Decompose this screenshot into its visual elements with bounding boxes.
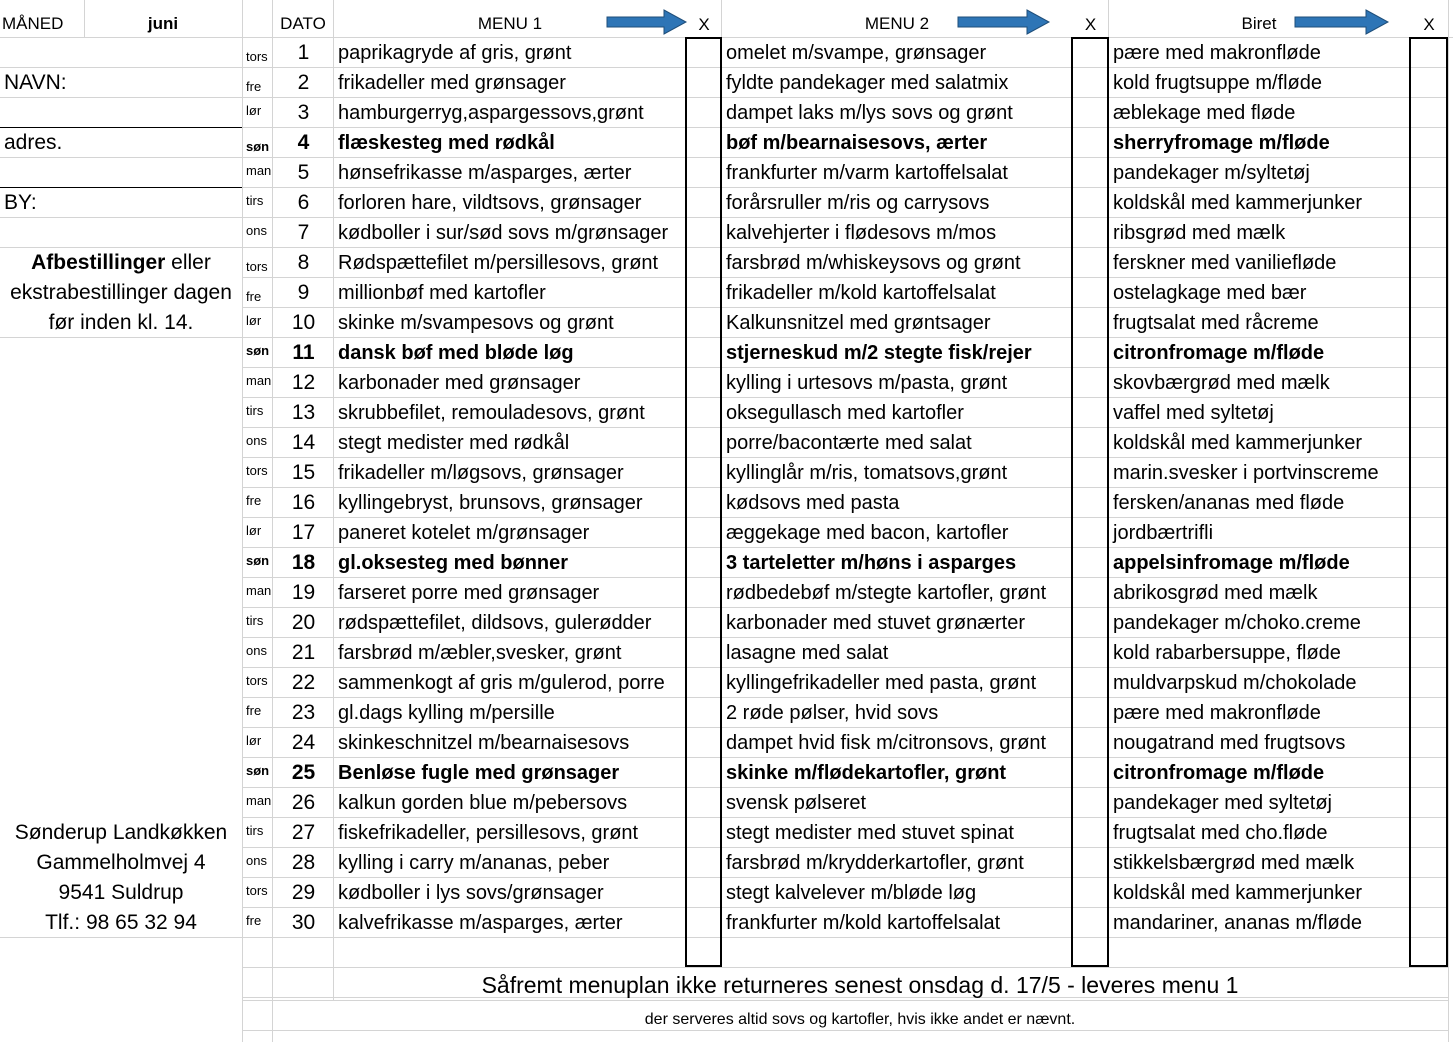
- menu1-dish: kalvefrikasse m/asparges, ærter: [338, 912, 623, 934]
- weekday-label: fre: [246, 913, 262, 928]
- month-value: juni: [147, 14, 179, 33]
- cancellation-note-line1: [0, 248, 242, 278]
- address-field-label: adres.: [4, 131, 63, 154]
- menu1-dish: skinke m/svampesovs og grønt: [338, 312, 614, 334]
- date-cell: 20: [291, 611, 316, 634]
- date-cell: 15: [291, 461, 316, 484]
- dessert-dish: koldskål med kammerjunker: [1113, 882, 1362, 904]
- dessert-dish: ostelagkage med bær: [1113, 282, 1307, 304]
- weekday-label: lør: [246, 313, 262, 328]
- dessert-dish: stikkelsbærgrød med mælk: [1113, 852, 1355, 874]
- menu2-dish: fyldte pandekager med salatmix: [726, 72, 1009, 94]
- date-cell: 6: [297, 191, 310, 214]
- date-cell: 28: [291, 851, 316, 874]
- menu2-dish: frankfurter m/kold kartoffelsalat: [726, 912, 1001, 934]
- dessert-dish: appelsinfromage m/fløde: [1113, 552, 1350, 574]
- dessert-column-header: Biret: [1241, 14, 1277, 33]
- menu1-column-header: MENU 1: [477, 14, 543, 33]
- date-cell: 2: [297, 71, 310, 94]
- menu1-dish: gl.dags kylling m/persille: [338, 702, 555, 724]
- date-cell: 1: [297, 41, 310, 64]
- dessert-x-header: X: [1423, 15, 1435, 34]
- menu2-dish: stegt kalvelever m/bløde løg: [726, 882, 977, 904]
- menu2-x-header: X: [1084, 15, 1097, 34]
- weekday-label: fre: [246, 79, 262, 94]
- menu1-dish: sammenkogt af gris m/gulerod, porre: [338, 672, 665, 694]
- date-cell: 4: [297, 131, 310, 154]
- weekday-label: fre: [246, 703, 262, 718]
- grid-line: [721, 0, 722, 37]
- dessert-dish: citronfromage m/fløde: [1113, 342, 1325, 364]
- dessert-dish: pandekager m/choko.creme: [1113, 612, 1361, 634]
- grid-line: [0, 187, 242, 188]
- company-phone: Tlf.: 98 65 32 94: [45, 911, 197, 934]
- dessert-dish: vaffel med syltetøj: [1113, 402, 1274, 424]
- address-field[interactable]: [0, 157, 242, 187]
- dessert-dish: citronfromage m/fløde: [1113, 762, 1325, 784]
- weekday-label: søn: [246, 343, 270, 358]
- month-label: MÅNED: [2, 14, 64, 33]
- dessert-dish: mandariner, ananas m/fløde: [1113, 912, 1363, 934]
- weekday-label: tors: [246, 49, 268, 64]
- menu2-dish: rødbedebøf m/stegte kartofler, grønt: [726, 582, 1047, 604]
- menu1-dish: karbonader med grønsager: [338, 372, 581, 394]
- menu1-dish: stegt medister med rødkål: [338, 432, 570, 454]
- grid-line: [0, 937, 242, 938]
- date-cell: 29: [291, 881, 316, 904]
- grid-line: [0, 67, 242, 68]
- dessert-dish: æblekage med fløde: [1113, 102, 1296, 124]
- return-deadline-notice: Såfremt menuplan ikke returneres senest onsdag d. 17/5 - leveres menu 1: [481, 972, 1239, 998]
- grid-line: [0, 127, 242, 128]
- menu2-dish: svensk pølseret: [726, 792, 867, 814]
- dessert-dish: pære med makronfløde: [1113, 702, 1321, 724]
- menu2-dish: porre/bacontærte med salat: [726, 432, 972, 454]
- date-cell: 10: [291, 311, 316, 334]
- city-field-label: BY:: [4, 191, 37, 214]
- date-cell: 12: [291, 371, 316, 394]
- date-column-header: DATO: [280, 14, 326, 33]
- weekday-label: man: [246, 583, 272, 598]
- dessert-dish: koldskål med kammerjunker: [1113, 432, 1362, 454]
- company-street: Gammelholmvej 4: [36, 851, 206, 874]
- menu1-dish: Rødspættefilet m/persillesovs, grønt: [338, 252, 659, 274]
- grid-line: [0, 217, 242, 218]
- dessert-dish: pære med makronfløde: [1113, 42, 1321, 64]
- grid-line: [0, 157, 242, 158]
- dessert-dish: koldskål med kammerjunker: [1113, 192, 1362, 214]
- weekday-label: ons: [246, 853, 267, 868]
- menu2-dish: stegt medister med stuvet spinat: [726, 822, 1014, 844]
- menu1-dish: skrubbefilet, remouladesovs, grønt: [338, 402, 645, 424]
- menu2-dish: omelet m/svampe, grønsager: [726, 42, 987, 64]
- date-cell: 13: [291, 401, 316, 424]
- weekday-label: ons: [246, 433, 267, 448]
- menu2-order-column[interactable]: [1071, 37, 1109, 967]
- dessert-dish: kold rabarbersuppe, fløde: [1113, 642, 1341, 664]
- menu1-dish: kyllingebryst, brunsovs, grønsager: [338, 492, 643, 514]
- menu2-dish: Kalkunsnitzel med grøntsager: [726, 312, 991, 334]
- weekday-label: søn: [246, 139, 270, 154]
- weekday-label: tors: [246, 883, 268, 898]
- menu1-dish: flæskesteg med rødkål: [338, 132, 555, 154]
- date-cell: 18: [291, 551, 316, 574]
- weekday-label: tirs: [246, 613, 264, 628]
- weekday-label: søn: [246, 763, 270, 778]
- menu1-dish: paprikagryde af gris, grønt: [338, 42, 572, 64]
- weekday-label: lør: [246, 733, 262, 748]
- menu1-dish: rødspættefilet, dildsovs, gulerødder: [338, 612, 652, 634]
- arrow-right-icon: [1294, 8, 1390, 36]
- dessert-order-column[interactable]: [1409, 37, 1448, 967]
- menu1-dish: farsbrød m/æbler,svesker, grønt: [338, 642, 622, 664]
- menu2-dish: dampet laks m/lys sovs og grønt: [726, 102, 1013, 124]
- menu1-dish: millionbøf med kartofler: [338, 282, 546, 304]
- date-cell: 14: [291, 431, 316, 454]
- cancellation-note-line2: ekstrabestillinger dagen: [10, 281, 232, 304]
- city-field[interactable]: [0, 217, 242, 247]
- weekday-label: tirs: [246, 403, 264, 418]
- cancellation-note-bold: Afbestillinger: [31, 251, 166, 274]
- date-cell: 3: [297, 101, 310, 124]
- menu2-dish: kylling i urtesovs m/pasta, grønt: [726, 372, 1008, 394]
- menu1-dish: kylling i carry m/ananas, peber: [338, 852, 610, 874]
- date-cell: 25: [291, 761, 316, 784]
- menu2-dish: æggekage med bacon, kartofler: [726, 522, 1009, 544]
- date-cell: 5: [297, 161, 310, 184]
- menu2-dish: kyllingefrikadeller med pasta, grønt: [726, 672, 1037, 694]
- menu1-x-header: X: [698, 15, 710, 34]
- grid-line: [242, 967, 1448, 968]
- menu2-dish: lasagne med salat: [726, 642, 889, 664]
- dessert-dish: muldvarpskud m/chokolade: [1113, 672, 1357, 694]
- date-cell: 27: [291, 821, 316, 844]
- menu1-dish: kødboller i sur/sød sovs m/grønsager: [338, 222, 669, 244]
- dessert-dish: jordbærtrifli: [1113, 522, 1214, 544]
- menu1-dish: kalkun gorden blue m/pebersovs: [338, 792, 628, 814]
- weekday-label: lør: [246, 523, 262, 538]
- company-postal: 9541 Suldrup: [58, 881, 184, 904]
- dessert-dish: pandekager m/syltetøj: [1113, 162, 1310, 184]
- name-field[interactable]: [0, 97, 242, 127]
- dessert-dish: pandekager med syltetøj: [1113, 792, 1333, 814]
- menu1-dish: skinkeschnitzel m/bearnaisesovs: [338, 732, 630, 754]
- date-cell: 17: [291, 521, 316, 544]
- menu1-dish: Benløse fugle med grønsager: [338, 762, 620, 784]
- menu2-dish: 2 røde pølser, hvid sovs: [726, 702, 939, 724]
- company-name: Sønderup Landkøkken: [14, 821, 228, 844]
- date-cell: 22: [291, 671, 316, 694]
- menu1-dish: gl.oksesteg med bønner: [338, 552, 569, 574]
- dessert-dish: fersken/ananas med fløde: [1113, 492, 1345, 514]
- weekday-label: tors: [246, 259, 268, 274]
- weekday-label: tors: [246, 463, 268, 478]
- cancellation-note-rest: eller: [165, 251, 211, 274]
- menu2-dish: karbonader med stuvet grønærter: [726, 612, 1026, 634]
- sauce-potato-note: der serveres altid sovs og kartofler, hvis ikke andet er nævnt.: [644, 1011, 1076, 1028]
- menu2-dish: kødsovs med pasta: [726, 492, 900, 514]
- date-cell: 30: [291, 911, 316, 934]
- date-cell: 16: [291, 491, 316, 514]
- date-cell: 9: [297, 281, 310, 304]
- menu1-dish: paneret kotelet m/grønsager: [338, 522, 590, 544]
- menu2-dish: forårsruller m/ris og carrysovs: [726, 192, 990, 214]
- grid-line: [1108, 0, 1109, 37]
- weekday-label: tirs: [246, 823, 264, 838]
- grid-line: [1448, 0, 1449, 1042]
- dessert-dish: ferskner med vaniliefløde: [1113, 252, 1337, 274]
- menu2-dish: frikadeller m/kold kartoffelsalat: [726, 282, 996, 304]
- menu1-dish: kødboller i lys sovs/grønsager: [338, 882, 604, 904]
- menu2-dish: farsbrød m/whiskeysovs og grønt: [726, 252, 1021, 274]
- weekday-label: man: [246, 373, 272, 388]
- weekday-label: man: [246, 793, 272, 808]
- weekday-label: ons: [246, 643, 267, 658]
- weekday-label: man: [246, 163, 272, 178]
- dessert-dish: kold frugtsuppe m/fløde: [1113, 72, 1322, 94]
- menu2-dish: skinke m/flødekartofler, grønt: [726, 762, 1007, 784]
- weekday-label: søn: [246, 553, 270, 568]
- weekday-label: tirs: [246, 193, 264, 208]
- arrow-right-icon: [957, 8, 1051, 36]
- date-cell: 7: [297, 221, 310, 244]
- menu2-dish: kyllinglår m/ris, tomatsovs,grønt: [726, 462, 1008, 484]
- menu2-dish: bøf m/bearnaisesovs, ærter: [726, 132, 988, 154]
- dessert-dish: marin.svesker i portvinscreme: [1113, 462, 1379, 484]
- date-cell: 8: [297, 251, 310, 274]
- menu1-dish: farseret porre med grønsager: [338, 582, 600, 604]
- date-cell: 19: [291, 581, 316, 604]
- menu2-dish: dampet hvid fisk m/citronsovs, grønt: [726, 732, 1047, 754]
- date-cell: 23: [291, 701, 316, 724]
- weekday-label: lør: [246, 103, 262, 118]
- name-field-label: NAVN:: [4, 71, 67, 94]
- menu2-dish: oksegullasch med kartofler: [726, 402, 964, 424]
- grid-line: [0, 247, 242, 248]
- grid-line: [84, 0, 85, 37]
- weekday-label: fre: [246, 493, 262, 508]
- date-cell: 11: [292, 341, 315, 364]
- dessert-dish: sherryfromage m/fløde: [1113, 132, 1330, 154]
- arrow-right-icon: [606, 8, 688, 36]
- dessert-dish: ribsgrød med mælk: [1113, 222, 1286, 244]
- menu1-dish: dansk bøf med bløde løg: [338, 342, 574, 364]
- menu2-dish: stjerneskud m/2 stegte fisk/rejer: [726, 342, 1032, 364]
- menu1-dish: hønsefrikasse m/asparges, ærter: [338, 162, 632, 184]
- menu2-dish: farsbrød m/krydderkartofler, grønt: [726, 852, 1024, 874]
- dessert-dish: skovbærgrød med mælk: [1113, 372, 1330, 394]
- menu1-dish: frikadeller m/løgsovs, grønsager: [338, 462, 624, 484]
- grid-line: [242, 1000, 1448, 1001]
- dessert-dish: frugtsalat med cho.fløde: [1113, 822, 1328, 844]
- date-cell: 26: [291, 791, 316, 814]
- grid-line: [0, 97, 242, 98]
- dessert-dish: frugtsalat med råcreme: [1113, 312, 1319, 334]
- menu2-dish: 3 tarteletter m/høns i asparges: [726, 552, 1017, 574]
- grid-line: [0, 337, 242, 338]
- weekday-label: ons: [246, 223, 267, 238]
- menu1-dish: fiskefrikadeller, persillesovs, grønt: [338, 822, 639, 844]
- dessert-dish: nougatrand med frugtsovs: [1113, 732, 1346, 754]
- cancellation-note-line3: før inden kl. 14.: [48, 311, 194, 334]
- menu1-order-column[interactable]: [685, 37, 722, 967]
- menu1-dish: forloren hare, vildtsovs, grønsager: [338, 192, 642, 214]
- menu1-dish: hamburgerryg,aspargessovs,grønt: [338, 102, 644, 124]
- menu2-dish: kalvehjerter i flødesovs m/mos: [726, 222, 997, 244]
- menu1-dish: frikadeller med grønsager: [338, 72, 566, 94]
- dessert-dish: abrikosgrød med mælk: [1113, 582, 1318, 604]
- date-cell: 21: [291, 641, 316, 664]
- menu2-dish: frankfurter m/varm kartoffelsalat: [726, 162, 1008, 184]
- date-cell: 24: [291, 731, 316, 754]
- weekday-label: tors: [246, 673, 268, 688]
- menu2-column-header: MENU 2: [864, 14, 930, 33]
- weekday-label: fre: [246, 289, 262, 304]
